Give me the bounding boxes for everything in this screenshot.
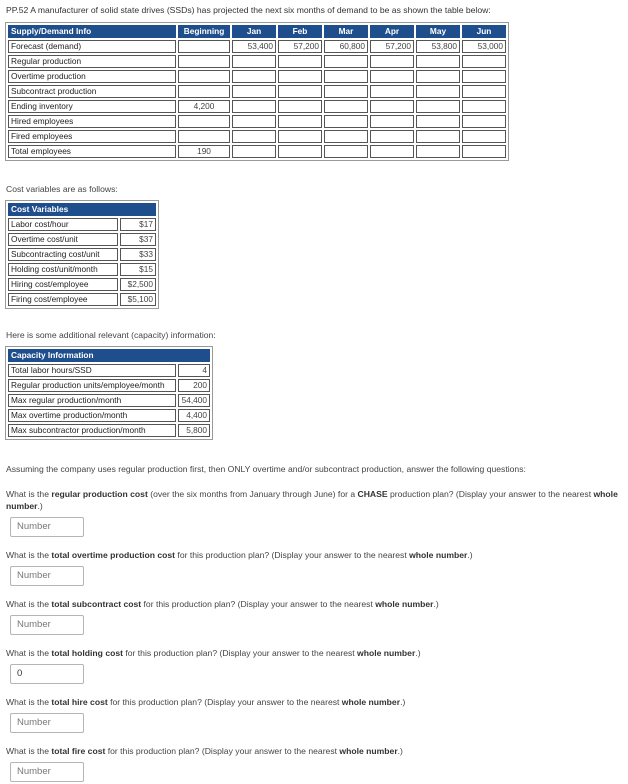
row-value: 54,400 bbox=[178, 394, 210, 407]
month-cell bbox=[462, 115, 506, 128]
row-label: Hiring cost/employee bbox=[8, 278, 118, 291]
table-row bbox=[8, 100, 506, 113]
question-fragment: for this production plan? (Display your answer to the nearest bbox=[105, 746, 340, 756]
table-row bbox=[8, 263, 156, 276]
table-row bbox=[8, 409, 210, 422]
question-emphasis: whole number bbox=[375, 599, 434, 609]
cost-header: Cost Variables bbox=[8, 203, 156, 216]
month-cell bbox=[232, 55, 276, 68]
month-cell bbox=[324, 130, 368, 143]
month-cell bbox=[324, 85, 368, 98]
month-cell: 53,800 bbox=[416, 40, 460, 53]
month-cell bbox=[370, 55, 414, 68]
row-value: 200 bbox=[178, 379, 210, 392]
month-cell bbox=[278, 100, 322, 113]
answer-input-4[interactable]: 0 bbox=[10, 664, 84, 684]
month-cell bbox=[232, 145, 276, 158]
month-cell bbox=[278, 55, 322, 68]
month-cell bbox=[416, 70, 460, 83]
question-fragment: What is the bbox=[6, 697, 52, 707]
month-cell bbox=[416, 55, 460, 68]
question-emphasis: total fire cost bbox=[51, 746, 106, 756]
question-emphasis: whole number bbox=[339, 746, 398, 756]
month-cell bbox=[416, 85, 460, 98]
question-emphasis: total holding cost bbox=[51, 648, 123, 658]
question-fragment: What is the bbox=[6, 489, 52, 499]
month-cell bbox=[278, 85, 322, 98]
month-cell bbox=[462, 85, 506, 98]
month-cell bbox=[278, 115, 322, 128]
table-row bbox=[8, 394, 210, 407]
question-fragment: for this production plan? (Display your answer to the nearest bbox=[141, 599, 376, 609]
row-label: Subcontracting cost/unit bbox=[8, 248, 118, 261]
question-fragment: .) bbox=[400, 697, 406, 707]
question-emphasis: whole number bbox=[409, 550, 468, 560]
row-label: Total labor hours/SSD bbox=[8, 364, 176, 377]
answer-input-3[interactable]: Number bbox=[10, 615, 84, 635]
table-row bbox=[8, 130, 506, 143]
supply-header-jan: Jan bbox=[232, 25, 276, 38]
month-cell bbox=[370, 70, 414, 83]
question-emphasis: CHASE bbox=[357, 489, 388, 499]
row-label: Forecast (demand) bbox=[8, 40, 176, 53]
table-row bbox=[8, 278, 156, 291]
month-cell bbox=[324, 145, 368, 158]
row-label: Max regular production/month bbox=[8, 394, 176, 407]
answer-input-1[interactable]: Number bbox=[10, 517, 84, 537]
month-cell bbox=[370, 85, 414, 98]
question-fragment: What is the bbox=[6, 599, 52, 609]
month-cell bbox=[232, 130, 276, 143]
month-cell bbox=[278, 130, 322, 143]
month-cell bbox=[462, 130, 506, 143]
supply-header-feb: Feb bbox=[278, 25, 322, 38]
row-label: Regular production units/employee/month bbox=[8, 379, 176, 392]
question-fragment: for this production plan? (Display your answer to the nearest bbox=[175, 550, 410, 560]
row-value: $33 bbox=[120, 248, 156, 261]
question-3-text bbox=[6, 598, 622, 610]
question-fragment: .) bbox=[467, 550, 473, 560]
table-row bbox=[8, 55, 506, 68]
question-fragment: .) bbox=[415, 648, 421, 658]
table-row bbox=[8, 293, 156, 306]
table-row bbox=[8, 233, 156, 246]
row-value: $17 bbox=[120, 218, 156, 231]
row-label: Firing cost/employee bbox=[8, 293, 118, 306]
question-fragment: What is the bbox=[6, 648, 52, 658]
beginning-cell bbox=[178, 130, 230, 143]
question-4-text bbox=[6, 647, 622, 659]
answer-input-6[interactable]: Number bbox=[10, 762, 84, 782]
table-row bbox=[8, 85, 506, 98]
question-emphasis: regular production cost bbox=[51, 489, 148, 499]
month-cell bbox=[416, 145, 460, 158]
row-value: 4,400 bbox=[178, 409, 210, 422]
month-cell bbox=[462, 145, 506, 158]
supply-header-beginning: Beginning bbox=[178, 25, 230, 38]
row-label: Labor cost/hour bbox=[8, 218, 118, 231]
question-emphasis: whole number bbox=[341, 697, 401, 707]
row-value: $15 bbox=[120, 263, 156, 276]
row-label: Total employees bbox=[8, 145, 176, 158]
month-cell bbox=[416, 130, 460, 143]
question-emphasis: whole number bbox=[357, 648, 416, 658]
month-cell bbox=[370, 100, 414, 113]
table-row bbox=[8, 70, 506, 83]
answer-input-2[interactable]: Number bbox=[10, 566, 84, 586]
month-cell bbox=[232, 100, 276, 113]
table-row bbox=[8, 145, 506, 158]
month-cell: 53,000 bbox=[462, 40, 506, 53]
month-cell bbox=[370, 130, 414, 143]
row-value: $37 bbox=[120, 233, 156, 246]
row-label: Ending inventory bbox=[8, 100, 176, 113]
row-label: Max subcontractor production/month bbox=[8, 424, 176, 437]
month-cell bbox=[416, 115, 460, 128]
question-fragment: .) bbox=[37, 501, 43, 511]
month-cell bbox=[462, 100, 506, 113]
question-emphasis: total subcontract cost bbox=[51, 599, 142, 609]
question-fragment: .) bbox=[397, 746, 403, 756]
month-cell bbox=[416, 100, 460, 113]
supply-header-may: May bbox=[416, 25, 460, 38]
row-value: $5,100 bbox=[120, 293, 156, 306]
month-cell bbox=[232, 115, 276, 128]
question-1-text bbox=[6, 488, 622, 512]
table-row bbox=[8, 248, 156, 261]
beginning-cell: 190 bbox=[178, 145, 230, 158]
month-cell bbox=[232, 70, 276, 83]
question-fragment: production plan? (Display your answer to the nearest bbox=[387, 489, 594, 499]
month-cell bbox=[324, 70, 368, 83]
question-6-text bbox=[6, 745, 622, 757]
capacity-header: Capacity Information bbox=[8, 349, 210, 362]
capacity-information-table bbox=[5, 346, 213, 440]
month-cell: 53,400 bbox=[232, 40, 276, 53]
beginning-cell: 4,200 bbox=[178, 100, 230, 113]
beginning-cell bbox=[178, 55, 230, 68]
supply-demand-table bbox=[5, 22, 509, 161]
question-fragment: .) bbox=[433, 599, 439, 609]
capacity-intro: Here is some additional relevant (capacity) information: bbox=[6, 330, 216, 340]
question-fragment: What is the bbox=[6, 550, 52, 560]
supply-header-label: Supply/Demand Info bbox=[8, 25, 176, 38]
month-cell bbox=[324, 100, 368, 113]
month-cell bbox=[324, 55, 368, 68]
table-row bbox=[8, 364, 210, 377]
question-emphasis: total overtime production cost bbox=[51, 550, 176, 560]
month-cell bbox=[462, 70, 506, 83]
month-cell: 60,800 bbox=[324, 40, 368, 53]
table-row bbox=[8, 379, 210, 392]
month-cell: 57,200 bbox=[278, 40, 322, 53]
answer-input-5[interactable]: Number bbox=[10, 713, 84, 733]
row-label: Holding cost/unit/month bbox=[8, 263, 118, 276]
month-cell bbox=[278, 145, 322, 158]
beginning-cell bbox=[178, 115, 230, 128]
month-cell bbox=[370, 145, 414, 158]
problem-intro: PP.52 A manufacturer of solid state drives (SSDs) has projected the next six months of demand to be as shown the table below: bbox=[6, 5, 491, 15]
month-cell bbox=[370, 115, 414, 128]
question-fragment: for this production plan? (Display your answer to the nearest bbox=[107, 697, 342, 707]
cost-intro: Cost variables are as follows: bbox=[6, 184, 118, 194]
row-label: Regular production bbox=[8, 55, 176, 68]
question-fragment: for this production plan? (Display your answer to the nearest bbox=[122, 648, 358, 658]
table-row bbox=[8, 40, 506, 53]
row-label: Overtime cost/unit bbox=[8, 233, 118, 246]
month-cell bbox=[232, 85, 276, 98]
question-emphasis: total hire cost bbox=[51, 697, 108, 707]
row-label: Hired employees bbox=[8, 115, 176, 128]
question-emphasis: whole number bbox=[6, 489, 618, 511]
row-label: Fired employees bbox=[8, 130, 176, 143]
month-cell: 57,200 bbox=[370, 40, 414, 53]
cost-variables-table bbox=[5, 200, 159, 309]
beginning-cell bbox=[178, 85, 230, 98]
row-label: Overtime production bbox=[8, 70, 176, 83]
question-fragment: What is the bbox=[6, 746, 52, 756]
row-value: $2,500 bbox=[120, 278, 156, 291]
table-row bbox=[8, 115, 506, 128]
table-row bbox=[8, 424, 210, 437]
row-value: 5,800 bbox=[178, 424, 210, 437]
row-label: Max overtime production/month bbox=[8, 409, 176, 422]
beginning-cell bbox=[178, 70, 230, 83]
assumption-text: Assuming the company uses regular production first, then ONLY overtime and/or subcontract production, answer the following questions: bbox=[6, 464, 526, 474]
row-value: 4 bbox=[178, 364, 210, 377]
question-fragment: (over the six months from January through June) for a bbox=[147, 489, 358, 499]
supply-header-mar: Mar bbox=[324, 25, 368, 38]
month-cell bbox=[278, 70, 322, 83]
row-label: Subcontract production bbox=[8, 85, 176, 98]
month-cell bbox=[462, 55, 506, 68]
supply-header-row bbox=[8, 25, 506, 38]
question-2-text bbox=[6, 549, 622, 561]
supply-header-jun: Jun bbox=[462, 25, 506, 38]
table-row bbox=[8, 218, 156, 231]
supply-header-apr: Apr bbox=[370, 25, 414, 38]
beginning-cell bbox=[178, 40, 230, 53]
question-5-text bbox=[6, 696, 622, 708]
month-cell bbox=[324, 115, 368, 128]
